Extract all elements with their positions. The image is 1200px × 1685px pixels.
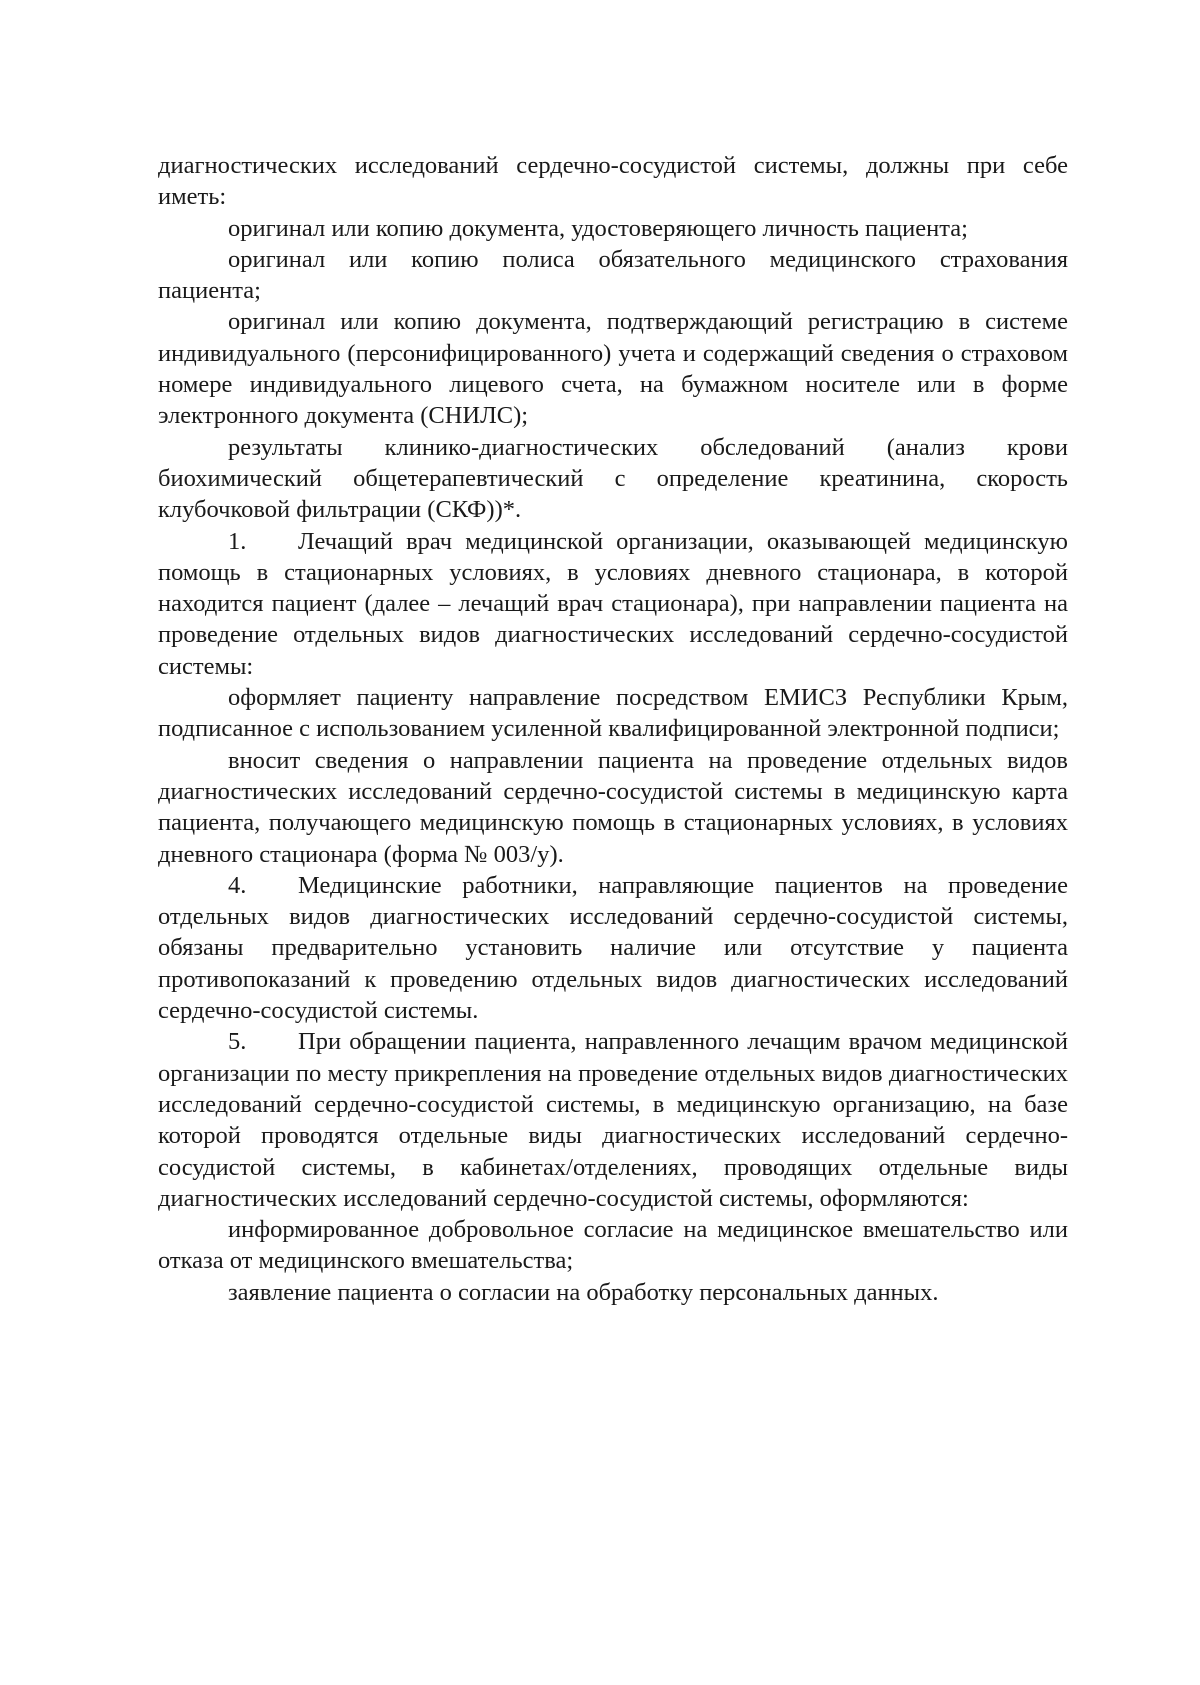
- document-page: [158, 150, 1068, 1308]
- paragraph-text: оригинал или копию документа, удостоверяющего личность пациента;: [228, 214, 968, 242]
- numbered-paragraph: [158, 526, 1068, 682]
- paragraph: [158, 682, 1068, 745]
- paragraph-text: оформляет пациенту направление посредством ЕМИСЗ Республики Крым, подписанное с использованием усиленной квалифицированной электронной подписи;: [158, 684, 1068, 743]
- paragraph-number: 1.: [228, 527, 247, 555]
- numbered-paragraph: [158, 1026, 1068, 1214]
- paragraph-text: При обращении пациента, направленного лечащим врачом медицинской организации по месту прикрепления на проведение отдельных видов диагностических исследований сердечно-сосудистой системы, в медицинскую организацию, на базе которой проводятся отдельные виды диагностических исследований сердечно-сосудистой системы, в кабинетах/отделениях, проводящих отдельные виды диагностических исследований сердечно-сосудистой системы, оформляются:: [158, 1028, 1068, 1212]
- paragraph: [158, 432, 1068, 526]
- paragraph-text: диагностических исследований сердечно-сосудистой системы, должны при себе иметь:: [158, 152, 1068, 211]
- numbered-paragraph: [158, 870, 1068, 1026]
- paragraph-text: оригинал или копию полиса обязательного медицинского страхования пациента;: [158, 245, 1068, 305]
- paragraph-number: 4.: [228, 871, 247, 899]
- paragraph: [158, 306, 1068, 431]
- paragraph-text: Медицинские работники, направляющие пациентов на проведение отдельных видов диагностических исследований сердечно-сосудистой системы, обязаны предварительно установить наличие или отсутствие у пациента противопоказаний к проведению отдельных видов диагностических исследований сердечно-сосудистой системы.: [158, 871, 1068, 1025]
- paragraph-text: результаты клинико-диагностических обследований (анализ крови биохимический общетерапевтический с определение креатинина, скорость клубочковой фильтрации (СКФ))*.: [158, 433, 1068, 524]
- paragraph: [158, 244, 1068, 307]
- paragraph-text: Лечащий врач медицинской организации, оказывающей медицинскую помощь в стационарных условиях, в условиях дневного стационара, в которой находится пациент (далее – лечащий врач стационара), при направлении пациента на проведение отдельных видов диагностических исследований сердечно-сосудистой системы:: [158, 527, 1068, 680]
- paragraph: [158, 745, 1068, 870]
- paragraph-text: вносит сведения о направлении пациента на проведение отдельных видов диагностических исследований сердечно-сосудистой системы в медицинскую карта пациента, получающего медицинскую помощь в стационарных условиях, в условиях дневного стационара (форма № 003/у).: [158, 746, 1068, 868]
- paragraph: [158, 213, 1068, 244]
- paragraph: [158, 1277, 1068, 1308]
- paragraph-text: информированное добровольное согласие на медицинское вмешательство или отказа от медицинского вмешательства;: [158, 1216, 1068, 1275]
- paragraph: [158, 1214, 1068, 1277]
- paragraph-number: 5.: [228, 1028, 247, 1056]
- paragraph-text: оригинал или копию документа, подтверждающий регистрацию в системе индивидуального (персонифицированного) учета и содержащий сведения о страховом номере индивидуального лицевого счета, на бумажном носителе или в форме электронного документа (СНИЛС);: [158, 308, 1068, 430]
- paragraph: [158, 150, 1068, 213]
- paragraph-text: заявление пациента о согласии на обработку персональных данных.: [228, 1278, 939, 1306]
